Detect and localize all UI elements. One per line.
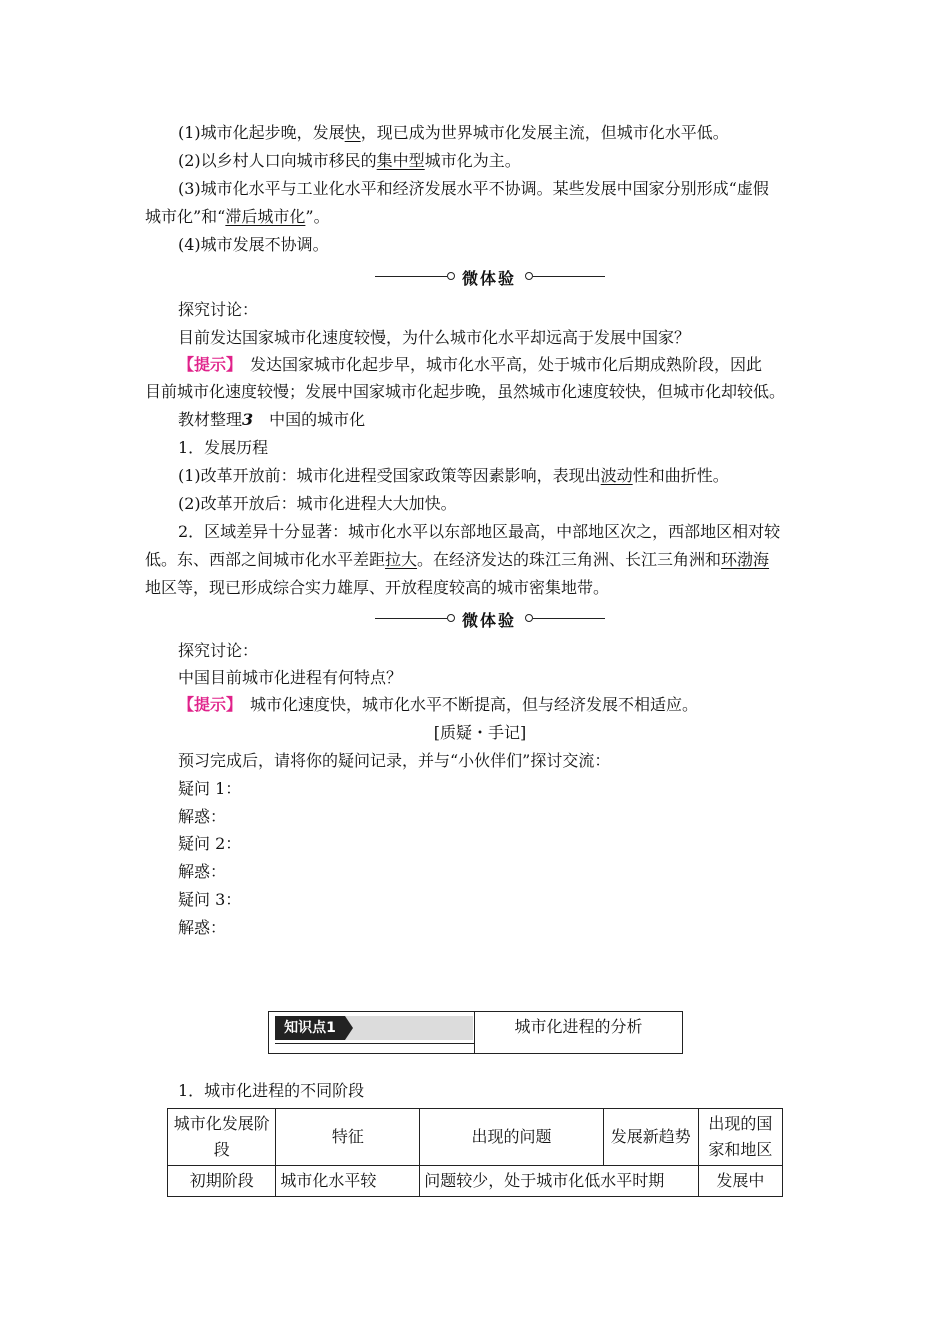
table-cell: 初期阶段 bbox=[168, 1166, 276, 1197]
underlined-text: 滞后城市化 bbox=[225, 207, 306, 226]
material-heading bbox=[178, 409, 818, 431]
discuss-label: 探究讨论： bbox=[178, 300, 259, 319]
hint-line bbox=[178, 354, 818, 376]
intro-item-4 bbox=[178, 234, 818, 256]
divider-line bbox=[533, 276, 605, 277]
hint-text: 城市化速度快，城市化水平不断提高，但与经济发展不相适应。 bbox=[234, 695, 699, 714]
material-label: 教材整理 bbox=[178, 410, 243, 429]
material-item-1a bbox=[178, 465, 818, 487]
divider-line bbox=[533, 618, 605, 619]
hint-text: 发达国家城市化起步早，城市化水平高，处于城市化后期成熟阶段，因此 bbox=[234, 355, 763, 374]
text: 城市化”和“ bbox=[145, 207, 226, 226]
question-2: 疑问 2： bbox=[178, 834, 242, 853]
section-title: 微体验 bbox=[461, 611, 516, 630]
table-header: 出现的问题 bbox=[420, 1109, 603, 1166]
text: (4)城市发展不协调。 bbox=[178, 235, 329, 254]
stages-table bbox=[167, 1108, 783, 1197]
underlined-text: 集中型 bbox=[376, 151, 425, 170]
text: ，现已成为世界城市化发展主流，但城市化水平低。 bbox=[360, 123, 729, 142]
intro-item-2 bbox=[178, 150, 818, 172]
material-item-2: 2．区域差异十分显著：城市化水平以东部地区最高，中部地区次之，西部地区相对较 bbox=[178, 522, 781, 541]
material-item-2-cont2: 地区等，现已形成综合实力雄厚、开放程度较高的城市密集地带。 bbox=[145, 578, 610, 597]
knowledge-point-title: 城市化进程的分析 bbox=[514, 1017, 643, 1036]
answer-2: 解惑： bbox=[178, 862, 227, 881]
table-header: 出现的国家和地区 bbox=[698, 1109, 782, 1166]
notes-instruction: 预习完成后，请将你的疑问记录，并与“小伙伴们”探讨交流： bbox=[178, 751, 611, 770]
answer-1: 解惑： bbox=[178, 807, 227, 826]
material-number: 3 bbox=[242, 410, 254, 429]
question-1: 疑问 1： bbox=[178, 779, 242, 798]
divider-circle bbox=[525, 614, 533, 622]
intro-item-3-cont bbox=[145, 206, 815, 228]
arrow-icon bbox=[345, 1016, 353, 1040]
section-title: 微体验 bbox=[461, 269, 516, 288]
stages-heading: 1．城市化进程的不同阶段 bbox=[178, 1081, 365, 1100]
material-item-1: 1．发展历程 bbox=[178, 438, 269, 457]
divider-line bbox=[375, 618, 447, 619]
material-item-1b: (2)改革开放后：城市化进程大大加快。 bbox=[178, 494, 457, 513]
table-header-row bbox=[168, 1109, 783, 1166]
answer-3: 解惑： bbox=[178, 918, 227, 937]
text: ”。 bbox=[305, 207, 330, 226]
table-row bbox=[168, 1166, 783, 1197]
discuss-question: 中国目前城市化进程有何特点？ bbox=[178, 668, 403, 687]
text: (1)改革开放前：城市化进程受国家政策等因素影响，表现出 bbox=[178, 466, 601, 485]
question-3: 疑问 3： bbox=[178, 890, 242, 909]
text: 低。东、西部之间城市化水平差距 bbox=[145, 550, 386, 569]
section-divider-2 bbox=[375, 608, 605, 630]
table-header: 特征 bbox=[276, 1109, 420, 1166]
underlined-text: 快 bbox=[344, 123, 361, 142]
divider-circle bbox=[447, 272, 455, 280]
divider-line bbox=[275, 1043, 474, 1044]
hint-label: 【提示】 bbox=[178, 355, 235, 374]
text: (2)以乡村人口向城市移民的 bbox=[178, 151, 377, 170]
table-header: 城市化发展阶段 bbox=[168, 1109, 276, 1166]
text: (3)城市化水平与工业化水平和经济发展水平不协调。某些发展中国家分别形成“虚假 bbox=[178, 179, 769, 198]
discuss-question: 目前发达国家城市化速度较慢，为什么城市化水平却远高于发展中国家？ bbox=[178, 328, 691, 347]
underlined-text: 环渤海 bbox=[721, 550, 770, 569]
hint-line-cont: 目前城市化速度较慢；发展中国家城市化起步晚，虽然城市化速度较快，但城市化却较低。 bbox=[145, 382, 786, 401]
text: 。在经济发达的珠江三角洲、长江三角洲和 bbox=[417, 550, 722, 569]
table-header: 发展新趋势 bbox=[603, 1109, 698, 1166]
intro-item-1 bbox=[178, 122, 818, 144]
section-divider-1 bbox=[375, 266, 605, 288]
underlined-text: 波动 bbox=[600, 466, 633, 485]
divider-circle bbox=[447, 614, 455, 622]
text: 城市化为主。 bbox=[424, 151, 521, 170]
hint-line bbox=[178, 694, 818, 716]
divider-line bbox=[375, 276, 447, 277]
notes-heading: [质疑・手记] bbox=[433, 723, 527, 742]
table-cell: 问题较少，处于城市化低水平时期 bbox=[420, 1166, 699, 1197]
knowledge-point-label: 知识点1 bbox=[275, 1016, 345, 1040]
divider-circle bbox=[525, 272, 533, 280]
text: 性和曲折性。 bbox=[632, 466, 729, 485]
intro-item-3 bbox=[178, 178, 818, 200]
text: (1)城市化起步晚，发展 bbox=[178, 123, 345, 142]
table-cell: 城市化水平较 bbox=[276, 1166, 420, 1197]
underlined-text: 拉大 bbox=[385, 550, 418, 569]
hint-label: 【提示】 bbox=[178, 695, 235, 714]
material-title: 中国的城市化 bbox=[253, 410, 366, 429]
material-item-2-cont bbox=[145, 549, 815, 571]
table-cell: 发展中 bbox=[698, 1166, 782, 1197]
knowledge-point-box bbox=[268, 1011, 683, 1054]
discuss-label: 探究讨论： bbox=[178, 641, 259, 660]
